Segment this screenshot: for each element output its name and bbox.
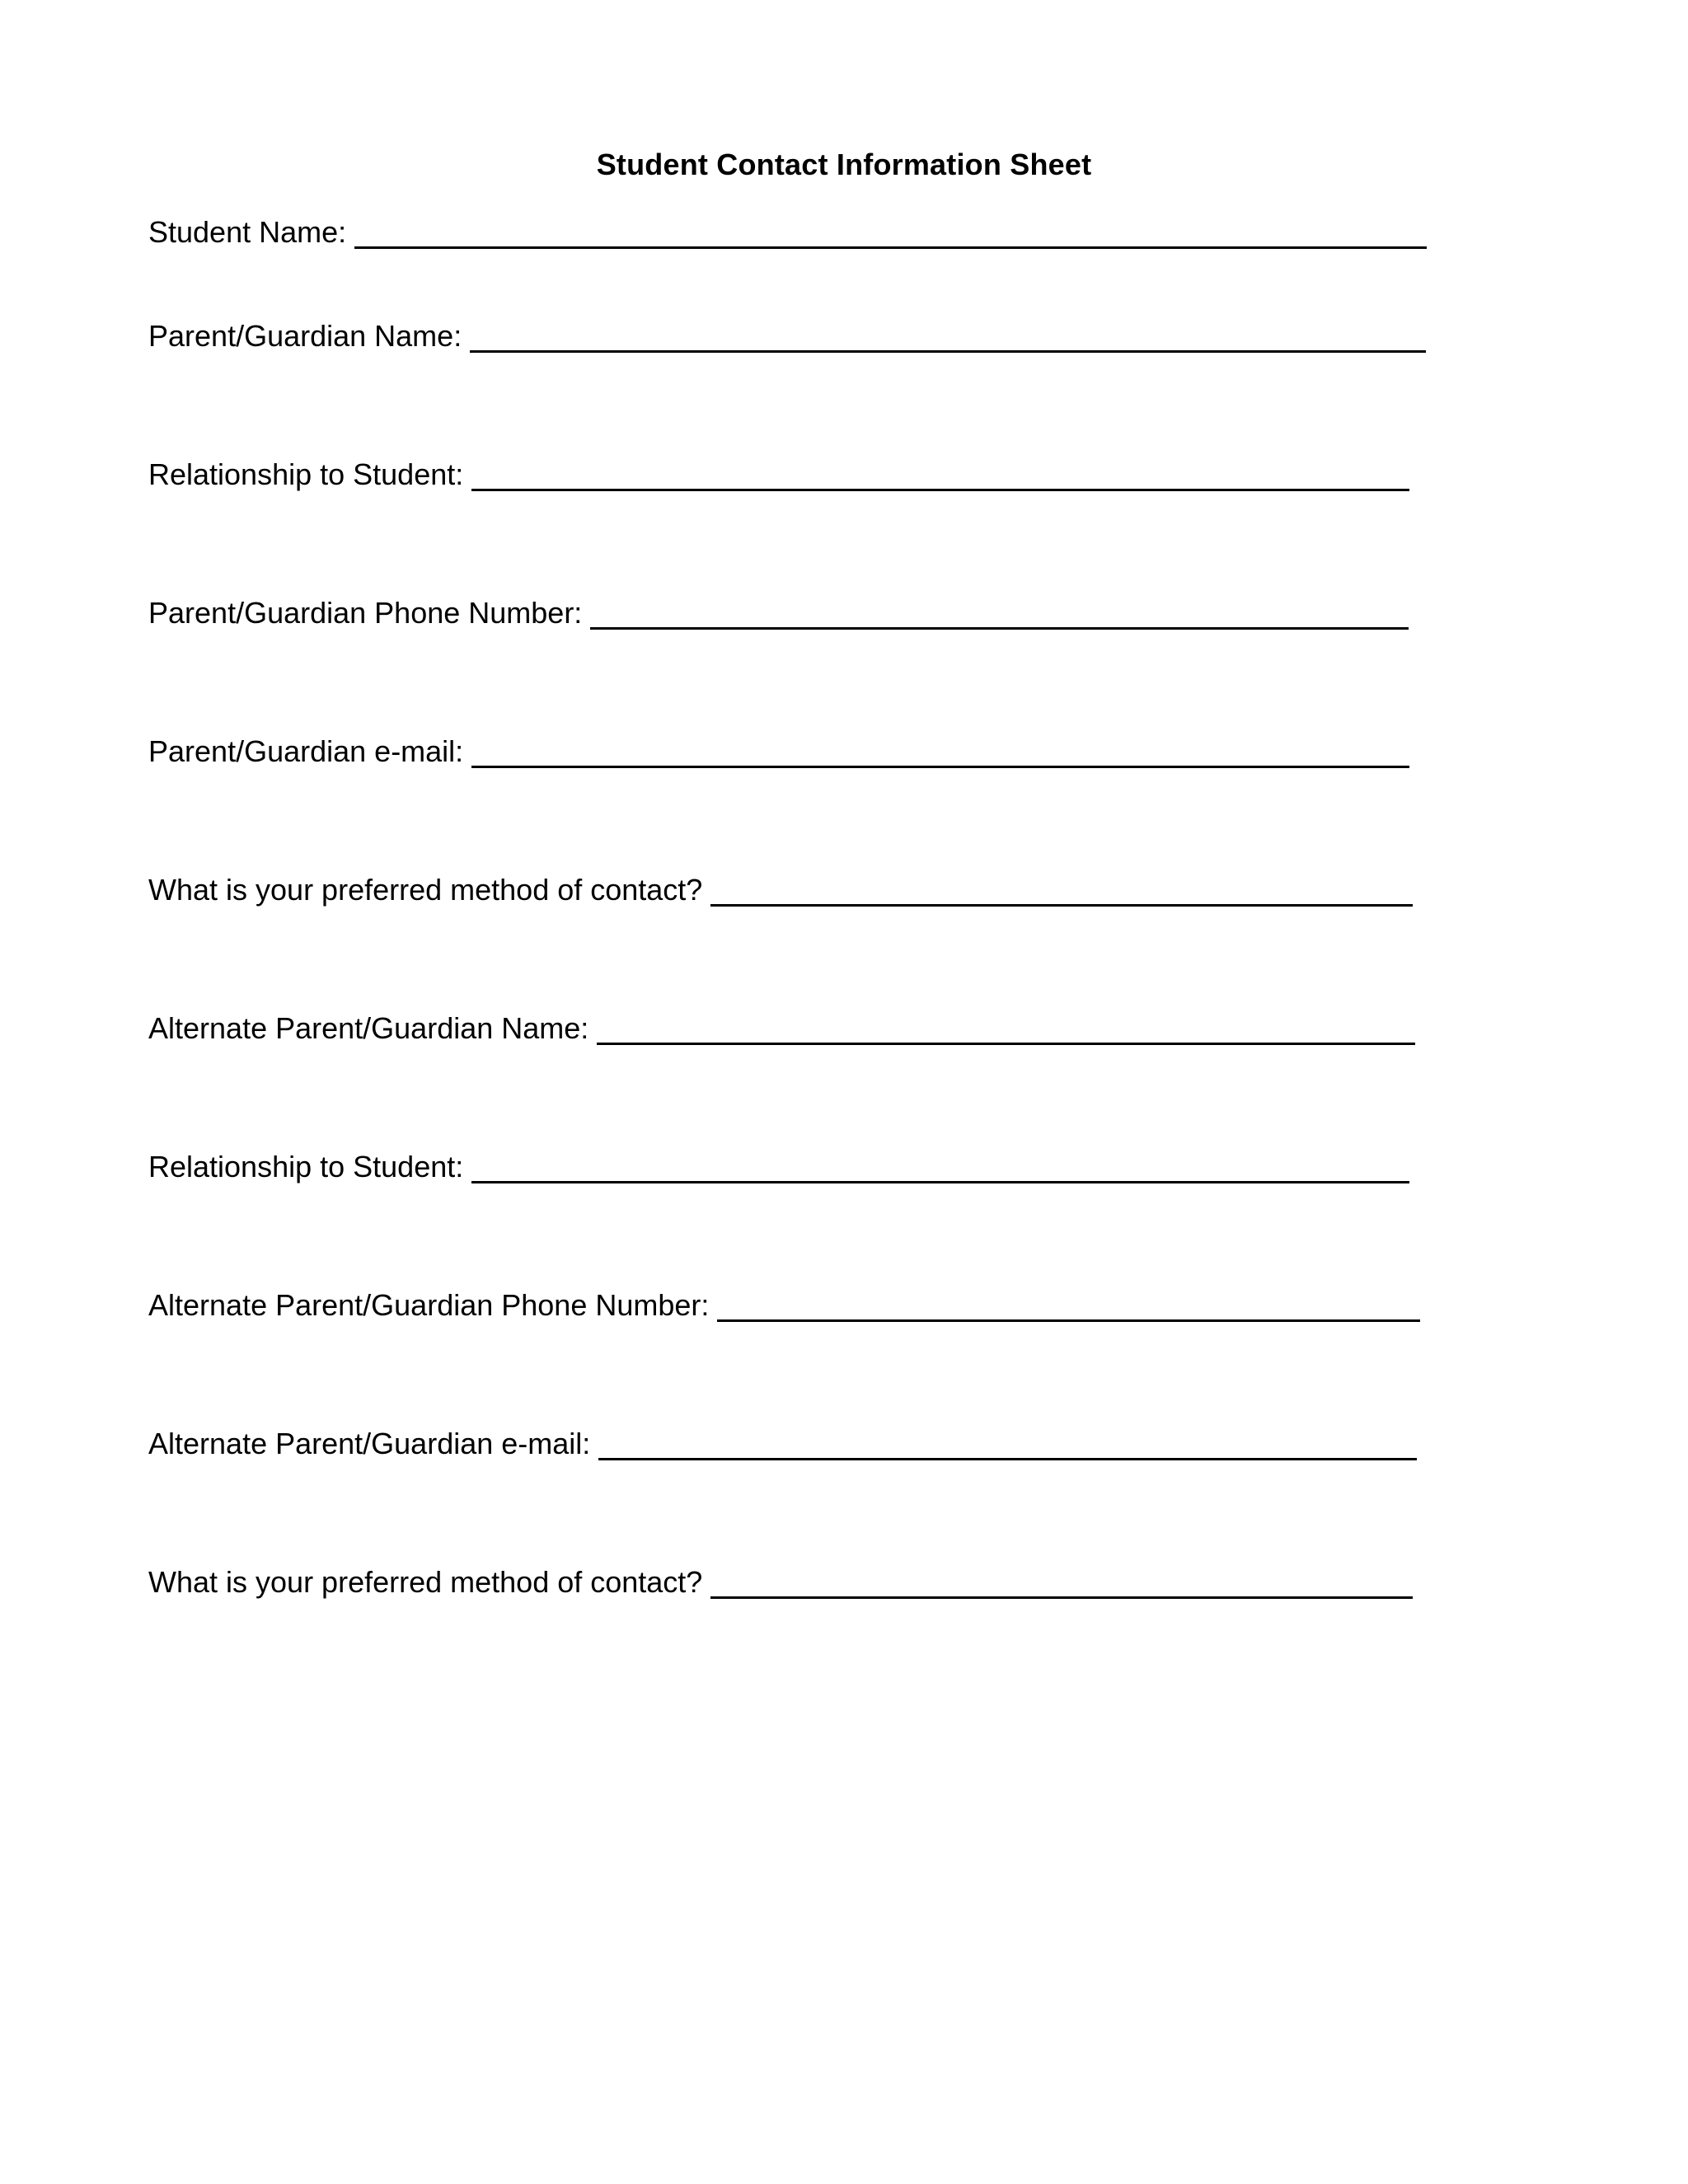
alternate-parent-guardian-name-blank[interactable] [597,1043,1415,1045]
parent-guardian-email-blank[interactable] [471,766,1409,768]
alternate-relationship-to-student-blank[interactable] [471,1181,1409,1183]
student-name-label: Student Name: [148,215,347,249]
preferred-contact-method-label: What is your preferred method of contact? [148,873,703,907]
student-name-field[interactable] [148,208,1434,252]
preferred-contact-method-blank[interactable] [710,904,1413,907]
parent-guardian-phone-field[interactable] [148,588,1434,633]
parent-guardian-email-field[interactable] [148,727,1434,771]
alternate-parent-guardian-email-label: Alternate Parent/Guardian e-mail: [148,1427,591,1460]
relationship-to-student-label: Relationship to Student: [148,457,464,491]
alternate-parent-guardian-name-field[interactable] [148,1004,1434,1048]
alternate-parent-guardian-phone-label: Alternate Parent/Guardian Phone Number: [148,1288,710,1322]
parent-guardian-email-label: Parent/Guardian e-mail: [148,734,464,768]
parent-guardian-phone-blank[interactable] [590,627,1409,630]
alternate-parent-guardian-phone-field[interactable] [148,1281,1434,1325]
alternate-relationship-to-student-label: Relationship to Student: [148,1150,464,1183]
parent-guardian-name-field[interactable] [148,312,1434,356]
alternate-parent-guardian-email-field[interactable] [148,1419,1434,1464]
alternate-parent-guardian-phone-blank[interactable] [717,1319,1420,1322]
page-title: Student Contact Information Sheet [596,148,1092,181]
relationship-to-student-blank[interactable] [471,489,1409,491]
alternate-preferred-contact-method-label: What is your preferred method of contact? [148,1565,703,1599]
alternate-preferred-contact-method-field[interactable] [148,1558,1434,1602]
alternate-parent-guardian-email-blank[interactable] [598,1458,1417,1460]
alternate-parent-guardian-name-label: Alternate Parent/Guardian Name: [148,1011,589,1045]
student-name-blank[interactable] [354,246,1427,249]
parent-guardian-name-blank[interactable] [470,350,1426,353]
alternate-relationship-to-student-field[interactable] [148,1142,1434,1187]
parent-guardian-phone-label: Parent/Guardian Phone Number: [148,596,583,630]
alternate-preferred-contact-method-blank[interactable] [710,1596,1413,1599]
preferred-contact-method-field[interactable] [148,865,1434,910]
parent-guardian-name-label: Parent/Guardian Name: [148,319,462,353]
relationship-to-student-field[interactable] [148,450,1434,494]
